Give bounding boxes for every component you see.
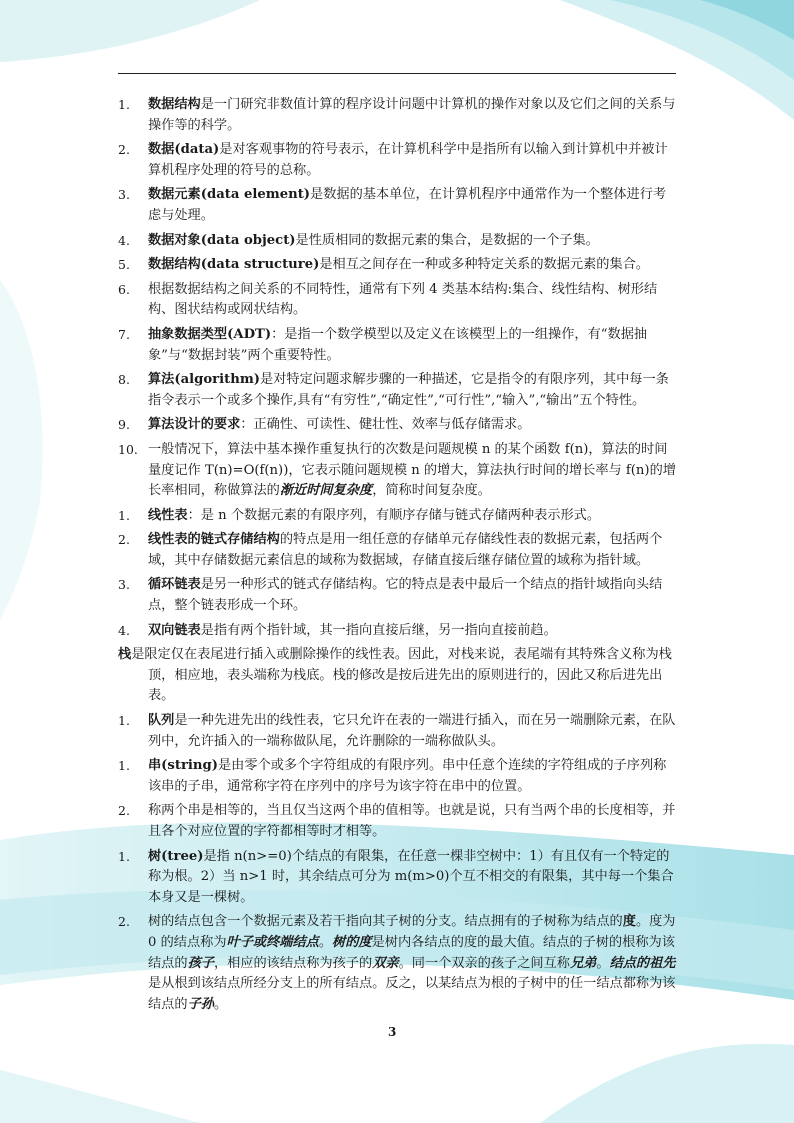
item-text: 是指 n(n>=0)个结点的有限集，在任意一棵非空树中：1）有且仅有一个特定的称为根。2）当 n>1 时，其余结点可分为 m(m>0)个互不相交的有限集，其中每一个集合本身又是一棵树。 bbox=[148, 848, 674, 905]
list-item bbox=[118, 370, 678, 411]
item-text: 根据数据结构之间关系的不同特性，通常有下列 4 类基本结构:集合、线性结构、树形结构、图状结构或网状结构。 bbox=[148, 281, 658, 318]
item-text: 是另一种形式的链式存储结构。它的特点是表中最后一个结点的指针域指向头结点，整个链表形成一个环。 bbox=[148, 577, 663, 614]
list-item bbox=[118, 440, 678, 502]
item-number: 1. bbox=[118, 713, 130, 729]
item-term: 数据结构(data structure) bbox=[148, 257, 320, 273]
item-number: 2. bbox=[118, 142, 130, 158]
item-number: 6. bbox=[118, 281, 130, 297]
page-number: 3 bbox=[388, 1025, 397, 1039]
item-number: 1. bbox=[118, 758, 130, 774]
item-text-tail: 。 bbox=[596, 955, 610, 971]
item-number: 9. bbox=[118, 417, 130, 433]
item-text-tail: 。度为 0 的结点称为 bbox=[148, 914, 676, 950]
item-number: 7. bbox=[118, 326, 130, 342]
list-item bbox=[118, 756, 678, 797]
item-text: 的特点是用一组任意的存储单元存储线性表的数据元素，包括两个域，其中存储数据元素信息的域称为数据域，存储直接后继存储位置的域称为指针域。 bbox=[148, 532, 663, 568]
item-term: 树(tree) bbox=[148, 848, 204, 864]
item-term: 线性表 bbox=[148, 507, 188, 523]
list-item bbox=[118, 325, 678, 366]
definitions-list bbox=[118, 95, 678, 1019]
list-item bbox=[118, 185, 678, 226]
list-item bbox=[118, 621, 678, 642]
item-term: 双向链表 bbox=[148, 622, 201, 638]
item-text-tail: ，相应的该结点称为孩子的 bbox=[213, 955, 373, 971]
item-text-tail: 。 bbox=[213, 996, 228, 1012]
item-text-tail: 是从根到该结点所经分支上的所有结点。反之，以某结点为根的子树中的任一结点都称为该结点的 bbox=[148, 976, 676, 1012]
item-text: ：是 n 个数据元素的有限序列，有顺序存储与链式存储两种表示形式。 bbox=[187, 507, 601, 523]
item-number: 2. bbox=[118, 532, 130, 548]
item-number: 4. bbox=[118, 232, 130, 248]
list-item bbox=[118, 530, 678, 571]
list-item bbox=[118, 255, 678, 276]
item-term: 算法设计的要求 bbox=[148, 417, 241, 433]
item-emphasis: 兄弟 bbox=[570, 955, 597, 971]
list-item-stack bbox=[118, 645, 678, 707]
item-emphasis: 叶子或终端结点 bbox=[226, 934, 319, 950]
item-term: 循环链表 bbox=[148, 577, 201, 593]
item-text-tail: 。同一个双亲的孩子之间互称 bbox=[398, 955, 570, 971]
list-item bbox=[118, 280, 678, 321]
item-text: 是相互之间存在一种或多种特定关系的数据元素的集合。 bbox=[319, 257, 650, 273]
item-term: 数据对象(data object) bbox=[148, 232, 296, 248]
item-term: 队列 bbox=[148, 713, 175, 729]
list-item bbox=[118, 95, 678, 136]
list-item bbox=[118, 801, 678, 842]
item-emphasis: 子孙 bbox=[187, 996, 214, 1012]
item-term: 算法(algorithm) bbox=[148, 372, 261, 388]
item-text: 是一种先进先出的线性表，它只允许在表的一端进行插入，而在另一端删除元素，在队列中，允许插入的一端称做队尾，允许删除的一端称做队头。 bbox=[148, 713, 676, 749]
item-text: 是性质相同的数据元素的集合，是数据的一个子集。 bbox=[295, 232, 599, 248]
list-item bbox=[118, 140, 678, 181]
item-number: 5. bbox=[118, 257, 130, 273]
item-emphasis: 孩子 bbox=[187, 955, 214, 971]
item-number: 1. bbox=[118, 97, 130, 112]
item-text-tail: 是树内各结点的度的最大值。结点的子树的根称为该结点的 bbox=[148, 934, 675, 971]
item-text: ：正确性、可读性、健壮性、效率与低存储需求。 bbox=[240, 417, 531, 433]
item-text: 称两个串是相等的，当且仅当这两个串的值相等。也就是说，只有当两个串的长度相等，并且各个对应位置的字符都相等时才相等。 bbox=[148, 803, 676, 839]
list-item bbox=[118, 912, 678, 1015]
item-term: 栈 bbox=[118, 647, 132, 663]
item-number: 3. bbox=[118, 577, 130, 593]
item-term: 串(string) bbox=[148, 758, 218, 774]
list-item bbox=[118, 506, 678, 527]
item-number: 1. bbox=[118, 848, 130, 864]
item-emphasis: 双亲 bbox=[372, 955, 399, 971]
list-item bbox=[118, 847, 678, 909]
item-text: 是数据的基本单位，在计算机程序中通常作为一个整体进行考虑与处理。 bbox=[148, 187, 667, 223]
item-text: 一般情况下，算法中基本操作重复执行的次数是问题规模 n 的某个函数 f(n)，算法的时间量度记作 T(n)=O(f(n))，它表示随问题规模 n 的增大，算法执行时间的增长率与 f(n)的增长率相同，称做算法的 bbox=[148, 441, 676, 499]
item-text: 是对客观事物的符号表示，在计算机科学中是指所有以输入到计算机中并被计算机程序处理的符号的总称。 bbox=[148, 142, 668, 178]
item-text-tail: 。 bbox=[318, 934, 333, 950]
header-rule bbox=[118, 73, 676, 74]
item-text: 是指有两个指针域，其一指向直接后继，另一指向直接前趋。 bbox=[200, 622, 557, 638]
list-item bbox=[118, 415, 678, 436]
list-item bbox=[118, 231, 678, 252]
item-number: 10. bbox=[118, 441, 138, 457]
item-number: 4. bbox=[118, 622, 130, 638]
item-text: 树的结点包含一个数据元素及若干指向其子树的分支。结点拥有的子树称为结点的 bbox=[148, 914, 623, 930]
item-term: 线性表的链式存储结构 bbox=[148, 532, 280, 548]
item-emphasis: 度 bbox=[622, 914, 636, 930]
item-term: 抽象数据类型(ADT) bbox=[148, 326, 272, 342]
item-number: 1. bbox=[118, 507, 130, 523]
item-term: 数据(data) bbox=[148, 142, 220, 158]
list-item bbox=[118, 711, 678, 752]
item-number: 2. bbox=[118, 914, 130, 930]
item-text: 是一门研究非数值计算的程序设计问题中计算机的操作对象以及它们之间的关系与操作等的科学。 bbox=[148, 97, 676, 133]
item-text-tail: ，简称时间复杂度。 bbox=[372, 483, 491, 499]
item-number: 2. bbox=[118, 803, 130, 819]
item-number: 8. bbox=[118, 372, 130, 388]
item-text: 是限定仅在表尾进行插入或删除操作的线性表。因此，对栈来说，表尾端有其特殊含义称为栈顶，相应地，表头端称为栈底。栈的修改是按后进先出的原则进行的，因此又称后进先出表。 bbox=[131, 647, 672, 704]
list-item bbox=[118, 575, 678, 616]
item-term: 数据元素(data element) bbox=[148, 187, 311, 203]
item-term: 数据结构 bbox=[148, 97, 201, 112]
item-text: 是由零个或多个字符组成的有限序列。串中任意个连续的字符组成的子序列称该串的子串，通常称字符在序列中的序号为该字符在串中的位置。 bbox=[148, 758, 667, 794]
item-text: 是对特定问题求解步骤的一种描述，它是指令的有限序列，其中每一条指令表示一个或多个操作,具有“有穷性”,“确定性”,“可行性”,“输入”,“输出”五个特性。 bbox=[148, 372, 669, 408]
item-text: ：是指一个数学模型以及定义在该模型上的一组操作，有“数据抽象”与“数据封装”两个重要特性。 bbox=[148, 326, 648, 363]
item-emphasis: 结点的祖先 bbox=[609, 955, 676, 971]
item-number: 3. bbox=[118, 187, 130, 203]
item-emphasis: 树的度 bbox=[332, 934, 372, 950]
item-emphasis: 渐近时间复杂度 bbox=[279, 483, 373, 499]
